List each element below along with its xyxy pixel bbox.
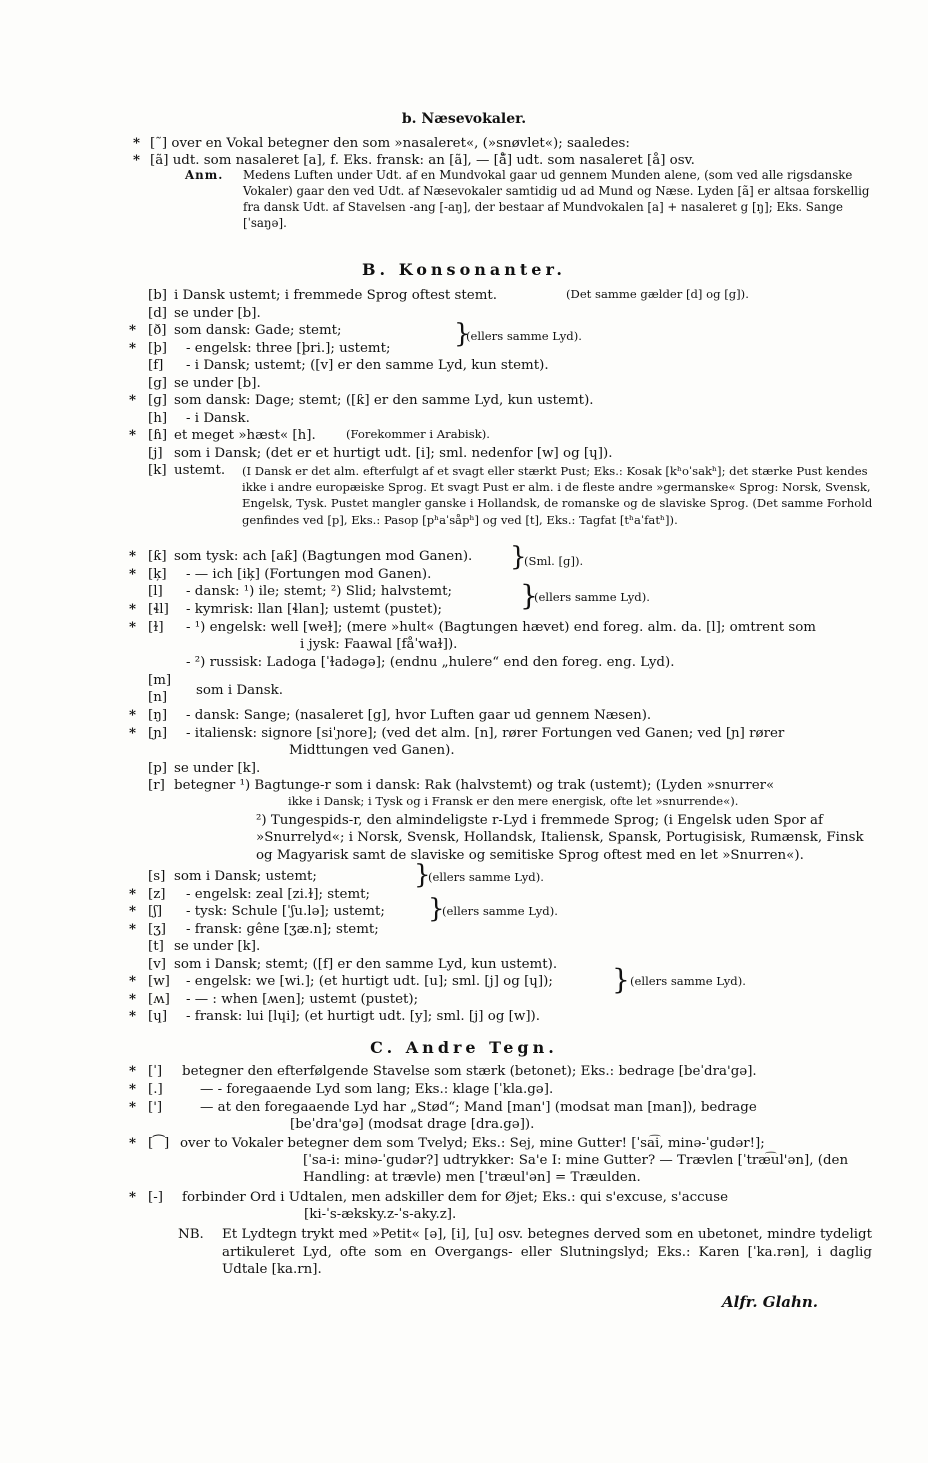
consonant-row-ach: * [ƙ] som tysk: ach [aƙ] (Bagtungen mod Ganen). xyxy=(129,548,473,564)
nasal-line-1: * [˜] over en Vokal betegner den som »nasaleret«, (»snøvlet«); saaledes: xyxy=(133,135,630,151)
other-signs-list xyxy=(0,1063,928,1225)
consonant-row-p: [p] se under [k]. xyxy=(148,760,261,776)
sign-row-hyphen: * [-] forbinder Ord i Udtalen, men adskiller dem for Øjet; Eks.: qui s'excuse, s'accuse [ki-ˈs-æksky.z-ˈs-aky.z]. xyxy=(129,1189,729,1222)
consonant-row-ich: * [ķ] - — ich [iķ] (Fortungen mod Ganen). xyxy=(129,565,432,582)
consonant-row-f: [f] - i Dansk; ustemt; ([v] er den samme Lyd, kun stemt). xyxy=(148,358,549,373)
consonant-row-s: [s] som i Dansk; ustemt; xyxy=(148,869,317,884)
nb-label: NB. xyxy=(178,1227,204,1242)
consonant-row-ng: * [ŋ] - dansk: Sange; (nasaleret [g], hvor Luften gaar ud gennem Næsen). xyxy=(129,707,652,723)
consonant-list-2 xyxy=(0,548,928,1026)
consonant-row-gn: * [ɲ] - italiensk: signore [siˈɲore]; (ved det alm. [n], rører Fortungen ved Ganen; ved [ɲ] rører Midttungen ved Ganen). xyxy=(129,724,785,758)
nasal-line-2: * [ã] udt. som nasaleret [a], f. Eks. fransk: an [ã], — [å̃] udt. som nasaleret [å] osv. xyxy=(133,152,695,168)
consonant-row-w: * [w] - engelsk: we [wi.]; (et hurtigt udt. [u]; sml. [j] og [ɥ]); xyxy=(129,973,553,989)
consonant-row-zh: * [ʒ] - fransk: gêne [ʒæ.n]; stemt; xyxy=(129,920,379,937)
consonant-row-thorn: * [þ] - engelsk: three [þri.]; ustemt; xyxy=(129,339,391,356)
heading-konsonanter: B. Konsonanter. xyxy=(362,260,566,279)
consonant-row-hh: * [ɦ] et meget »hæst« [h]. (Forekommer i Arabisk). xyxy=(129,427,490,443)
anm-text: Medens Luften under Udt. af en Mundvokal gaar ud gennem Munden alene, (som ved alle rigsdanske Vokaler) gaar den ved Udt. af Næsevokaler samtidig ud ad Mund og Næse. Lyden [ã] er altsaa forskellig fra dansk Udt. af Stavelsen -ang [-aŋ], der bestaar af Mundvokalen [a] + nasaleret g [ŋ]; Eks. Sange [ˈsaŋə]. xyxy=(243,168,870,230)
consonant-row-n: [n] som i Dansk. xyxy=(148,683,284,705)
consonant-row-voiced-g: * [ɡ] som dansk: Dage; stemt; ([ƙ] er den samme Lyd, kun ustemt). xyxy=(129,392,594,408)
consonant-row-r2: ²) Tungespids-r, den almindeligste r-Lyd i fremmede Sprog; (i Engelsk uden Spor af »Snurrelyd«; i Norsk, Svensk, Hollandsk, Italiensk, Spansk, Portugisisk, Rumænsk, Finsk og Magyarisk samt de slaviske og semitiske Sprog oftest med en let »Snurren«). xyxy=(256,813,864,863)
consonant-row-sh: * [ʃ] - tysk: Schule [ˈʃu.lə]; ustemt; xyxy=(129,903,385,919)
author-signature: Alfr. Glahn. xyxy=(722,1293,819,1311)
sign-row-stress: * [ˈ] betegner den efterfølgende Stavelse som stærk (betonet); Eks.: bedrage [beˈdra'gə]. xyxy=(129,1063,757,1079)
anm-label: Anm. xyxy=(185,168,224,182)
sign-row-stod: * ['] — at den foregaaende Lyd har „Stød“; Mand [man'] (modsat man [man]), bedrage [beˈdra'gə] (modsat drage [dra.gə]). xyxy=(129,1099,757,1132)
nasal-section xyxy=(0,135,928,169)
consonant-row-v: [v] som i Dansk; stemt; ([f] er den samme Lyd, kun ustemt). xyxy=(148,956,558,972)
heading-naesevokaler: b. Næsevokaler. xyxy=(401,111,527,127)
heading-andre-tegn: C. Andre Tegn. xyxy=(370,1038,558,1057)
nb-text: Et Lydtegn trykt med »Petit« [ə], [i], [u] osv. betegnes derved som en ubetonet, mindre tydeligt artikuleret Lyd, ofte som en Overgangs- eller Slutningslyd; Eks.: Karen [ˈka.rən], i daglig Udtale [ka.rn]. xyxy=(222,1227,872,1278)
document-page: b. Næsevokaler. B. Konsonanter. C. Andre Tegn. * [˜] over en Vokal betegner den som »nasaleret«, (»snøvlet«); saaledes: * [ã] udt. som nasaleret [a], f. Eks. fransk: an [ã], — [å̃] udt. som nasaleret [å] osv. Anm. Medens Luften under Udt. af en Mundvokal gaar ud gennem Munden alene, (som ved alle rigsdanske Vokaler) gaar den ved Udt. af Næsevokaler samtidig ud ad Mund og Næse. Lyden [ã] er altsaa forskellig fra dansk Udt. af Stavelsen -ang [-aŋ], der bestaar af Mundvokalen [a] + nasaleret g [ŋ]; Eks. Sange [ˈsaŋə]. [b] i Dansk ustemt; i fremmede Sprog oftest stemt. (Det samme gælder [d] og [g]). [d] se under [b]. * [ð] som dansk: Gade; stemt; * [þ] - engelsk: three [þri.]; ustemt; [f] - i Dansk; ustemt; ([v] er den samme Lyd, kun stemt). [g] se under [b]. * [ɡ] som dansk: Dage; stemt; ([ƙ] er den samme Lyd, kun ustemt). [h] - i Dansk. * [ɦ] et meget »hæst« [h]. (Forekommer i Arabisk). [j] som i Dansk; (det er et hurtigt udt. [i]; sml. nedenfor [w] og [ɥ]). [k] ustemt. (I Dansk er det alm. efterfulgt af et svagt eller stærkt Pust; Eks.: Kosak [kʰoˈsakʰ]; det stærke Pust kendes ikke i andre europæiske Sprog. Et svagt Pust er alm. i de fleste andre »germanske« Sprog: Norsk, Svensk, Engelsk, Tysk. Pustet mangler ganske i Hollandsk, de romanske og de slaviske Sprog. (Det samme Forhold genfindes ved [p], Eks.: Pasop [pʰaˈsåpʰ] og ved [t], Eks.: Tagfat [tʰaˈfatʰ]). } (ellers samme Lyd). * [ƙ] som tysk: ach [aƙ] (Bagtungen mod Ganen). * [ķ] - — ich [iķ] (Fortungen mod Ganen). [l] - dansk: ¹) ile; stemt; ²) Slid; halvstemt; * [ɬl] - kymrisk: llan [ɬlan]; ustemt (pustet); * [ɫ] - ¹) engelsk: well [weɫ]; (mere »hult« (Bagtungen hævet) end foreg. alm. da. [l]; omtrent som i jysk: Faawal [fåˈwaɫ]). - ²) russisk: Ladoga [ˈɫadəgə]; (endnu „hulere“ end den foreg. eng. Lyd). [m] [n] som i Dansk. * [ŋ] - dansk: Sange; (nasaleret [g], hvor Luften gaar ud gennem Næsen). * [ɲ] - italiensk: signore [siˈɲore]; (ved det alm. [n], rører Fortungen ved Ganen; ved [ɲ] rører Midttungen ved Ganen). [p] se under [k]. [r] betegner ¹) Bagtunge-r som i dansk: Rak (halvstemt) og trak (ustemt); (Lyden »snurrer« ikke i Dansk; i Tysk og i Fransk er den mere energisk, ofte let »snurrende«). ²) Tungespids-r, den almindeligste r-Lyd i fremmede Sprog; (i Engelsk uden Spor af »Snurrelyd«; i Norsk, Svensk, Hollandsk, Italiensk, Spansk, Portugisisk, Rumænsk, Finsk og Magyarisk samt de slaviske og semitiske Sprog oftest med en let »Snurren«). [s] som i Dansk; ustemt; * [z] - engelsk: zeal [zi.ɫ]; stemt; * [ʃ] - tysk: Schule [ˈʃu.lə]; ustemt; * [ʒ] - fransk: gêne [ʒæ.n]; stemt; [t] se under [k]. [v] som i Dansk; stemt; ([f] er den samme Lyd, kun ustemt). * [w] - engelsk: we [wi.]; (et hurtigt udt. [u]; sml. [j] og [ɥ]); * [ʍ] - — : when [ʍen]; ustemt (pustet); * [ɥ] - fransk: lui [lɥi]; (et hurtigt udt. [y]; sml. [j] og [w]). } (Sml. [ɡ]). } (ellers samme Lyd). } (ellers samme Lyd). } (ellers samme Lyd). } (ellers samme Lyd). * [ˈ] betegner den efterfølgende Stavelse som stærk (betonet); Eks.: bedrage [beˈdra'gə]. * [.] — - foregaaende Lyd som lang; Eks.: klage [ˈkla.gə]. * ['] — at den foregaaende Lyd har „Stød“; Mand [man'] (modsat man [man]), bedrage [beˈdra'gə] (modsat drage [dra.gə]). * [⁀] over to Vokaler betegner dem som Tvelyd; Eks.: Sej, mine Gutter! [ˈsa͡i, minə-ˈgudər!]; [ˈsa-i: minə-ˈgudər?] udtrykker: Sa'e I: mine Gutter? — Trævlen [ˈtræ͡ul'ən], (den Handling: at trævle) men [ˈtræul'ən] = Træulden. * [-] forbinder Ord i Udtalen, men adskiller dem for Øjet; Eks.: qui s'excuse, s'accuse [ki-ˈs-æksky.z-ˈs-aky.z]. NB. Et Lydtegn trykt med »Petit« [ə], [i], [u] osv. betegnes derved som en ubetonet, mindre tydeligt artikuleret Lyd, ofte som en Overgangs- eller Slutningslyd; Eks.: Karen [ˈka.rən], i daglig Udtale [ka.rn]. Alfr. Glahn. xyxy=(0,0,928,1463)
consonant-row-j: [j] som i Dansk; (det er et hurtigt udt. [i]; sml. nedenfor [w] og [ɥ]). xyxy=(148,445,613,461)
consonant-row-m: [m] xyxy=(148,673,172,688)
consonant-row-t: [t] se under [k]. xyxy=(148,939,261,954)
consonant-row-d: [d] se under [b]. xyxy=(148,305,261,321)
consonant-row-z: * [z] - engelsk: zeal [zi.ɫ]; stemt; xyxy=(129,885,371,902)
consonant-row-y: * [ɥ] - fransk: lui [lɥi]; (et hurtigt udt. [y]; sml. [j] og [w]). xyxy=(129,1008,541,1024)
consonant-row-h: [h] - i Dansk. xyxy=(148,410,250,426)
consonant-row-g: [g] se under [b]. xyxy=(148,375,261,391)
consonant-row-l: [l] - dansk: ¹) ile; stemt; ²) Slid; halvstemt; xyxy=(148,584,452,599)
consonant-row-eth: * [ð] som dansk: Gade; stemt; xyxy=(129,322,342,338)
consonant-row-k: [k] ustemt. (I Dansk er det alm. efterfulgt af et svagt eller stærkt Pust; Eks.: Kosak [kʰoˈsakʰ]; det stærke Pust kendes ikke i andre europæiske Sprog. Et svagt Pust er alm. i de fleste andre »germanske« Sprog: Norsk, Svensk, Engelsk, Tysk. Pustet mangler ganske i Hollandsk, de romanske og de slaviske Sprog. (Det samme Forhold genfindes ved [p], Eks.: Pasop [pʰaˈsåpʰ] og ved [t], Eks.: Tagfat [tʰaˈfatʰ]). xyxy=(148,463,873,527)
consonant-row-russian-l: - ²) russisk: Ladoga [ˈɫadəgə]; (endnu „hulere“ end den foreg. eng. Lyd). xyxy=(186,655,675,670)
consonant-row-ll: * [ɬl] - kymrisk: llan [ɬlan]; ustemt (pustet); xyxy=(129,601,443,617)
consonant-row-r1: [r] betegner ¹) Bagtunge-r som i dansk: Rak (halvstemt) og trak (ustemt); (Lyden »snurrer« ikke i Dansk; i Tysk og i Fransk er den mere energisk, ofte let »snurrende«). xyxy=(148,778,775,808)
consonant-row-b: [b] i Dansk ustemt; i fremmede Sprog oftest stemt. (Det samme gælder [d] og [g]). xyxy=(148,287,749,303)
consonant-list-1 xyxy=(0,287,928,527)
sign-row-diphthong: * [⁀] over to Vokaler betegner dem som Tvelyd; Eks.: Sej, mine Gutter! [ˈsa͡i, minə-ˈgudər!]; [ˈsa-i: minə-ˈgudər?] udtrykker: Sa'e I: mine Gutter? — Trævlen [ˈtræ͡ul'ən], (den Handling: at trævle) men [ˈtræul'ən] = Træulden. xyxy=(129,1135,849,1186)
sign-row-length: * [.] — - foregaaende Lyd som lang; Eks.: klage [ˈkla.gə]. xyxy=(129,1081,554,1097)
consonant-row-dark-l: * [ɫ] - ¹) engelsk: well [weɫ]; (mere »hult« (Bagtungen hævet) end foreg. alm. da. [l]; omtrent som i jysk: Faawal [fåˈwaɫ]). xyxy=(129,619,816,652)
consonant-row-hw: * [ʍ] - — : when [ʍen]; ustemt (pustet); xyxy=(129,990,419,1007)
